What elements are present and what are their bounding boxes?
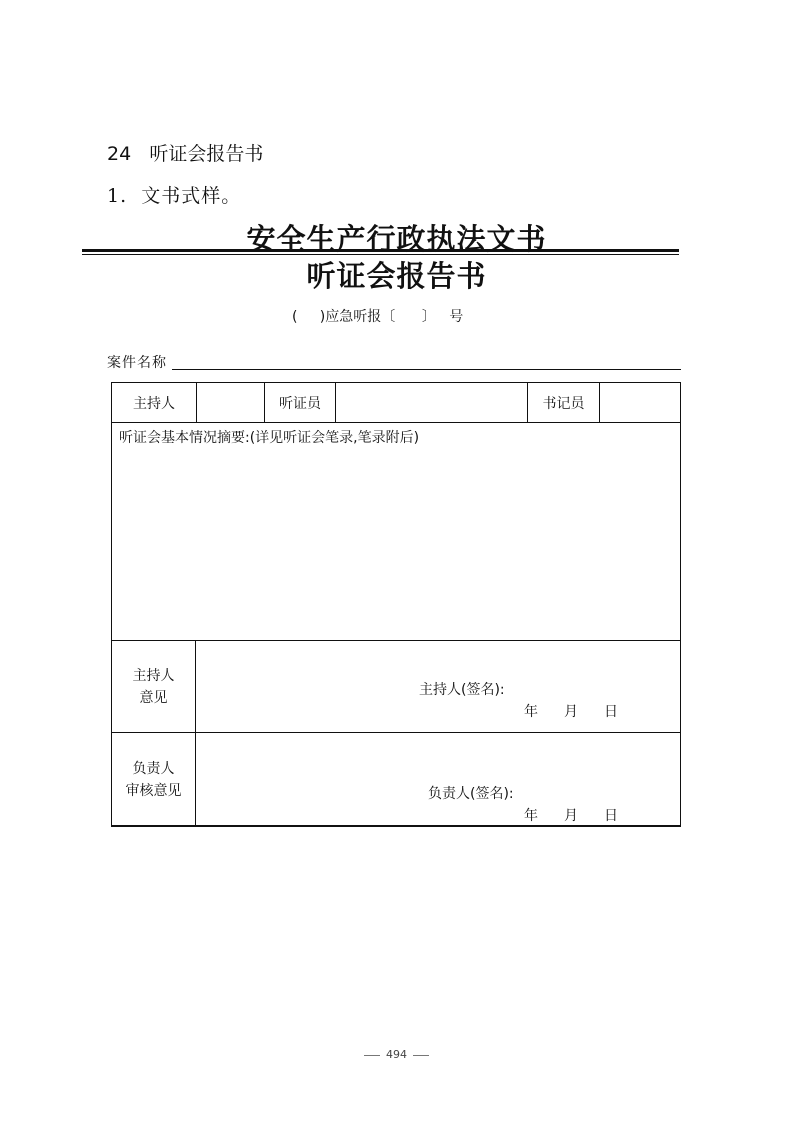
host-date-month: 月: [564, 704, 578, 720]
host-field[interactable]: [196, 383, 264, 422]
clerk-label: 书记员: [527, 383, 599, 422]
subsection-title: 文书式样。: [141, 185, 242, 207]
host-opinion-label: [112, 641, 196, 732]
number-open-paren: (: [292, 309, 298, 325]
subsection-number: 1.: [107, 185, 128, 207]
host-opinion-label-line2: 意见: [139, 689, 168, 706]
leader-date-year: 年: [524, 808, 538, 824]
host-opinion-row: [112, 641, 680, 733]
host-date-year: 年: [524, 704, 538, 720]
title-rule-thick: [82, 249, 679, 252]
host-date-day: 日: [604, 704, 618, 720]
document-title-line1: 安全生产行政执法文书: [246, 222, 547, 256]
subsection-heading: [107, 181, 241, 208]
leader-opinion-row: [112, 733, 680, 826]
summary-label: 听证会基本情况摘要:(详见听证会笔录,笔录附后): [119, 430, 420, 446]
section-number: 24: [107, 143, 132, 165]
document-title-line2: 听证会报告书: [306, 259, 487, 293]
number-word: 应急听报: [325, 309, 382, 325]
clerk-field[interactable]: [599, 383, 680, 422]
section-title: 听证会报告书: [149, 143, 264, 165]
host-signature-label: 主持人(签名):: [419, 682, 505, 698]
number-close-bracket: 〕: [421, 309, 436, 325]
section-heading: [107, 139, 263, 166]
leader-opinion-date: [524, 805, 618, 825]
hearing-report-form: [111, 382, 681, 827]
leader-date-month: 月: [564, 808, 578, 824]
footer-dash-left: [364, 1055, 380, 1056]
personnel-row: [112, 383, 680, 423]
case-name-field[interactable]: [172, 369, 681, 370]
document-number: [292, 306, 463, 326]
number-open-bracket: 〔: [381, 309, 396, 325]
number-suffix: 号: [449, 309, 464, 325]
leader-opinion-label-line2: 审核意见: [125, 782, 182, 799]
page-number: 494: [386, 1048, 407, 1061]
page-footer: [0, 1048, 793, 1061]
host-opinion-label-line1: 主持人: [132, 667, 175, 684]
summary-field[interactable]: [112, 423, 680, 641]
hearing-officer-field[interactable]: [335, 383, 527, 422]
footer-dash-right: [413, 1055, 429, 1056]
leader-signature-label: 负责人(签名):: [428, 786, 514, 802]
case-name-label: 案件名称: [107, 355, 167, 371]
host-label: 主持人: [133, 395, 175, 412]
leader-date-day: 日: [604, 808, 618, 824]
leader-opinion-label: [112, 733, 196, 826]
host-opinion-date: [524, 701, 618, 721]
hearing-officer-label: 听证员: [264, 383, 335, 422]
leader-opinion-label-line1: 负责人: [132, 760, 175, 777]
number-close-paren: ): [319, 309, 326, 325]
